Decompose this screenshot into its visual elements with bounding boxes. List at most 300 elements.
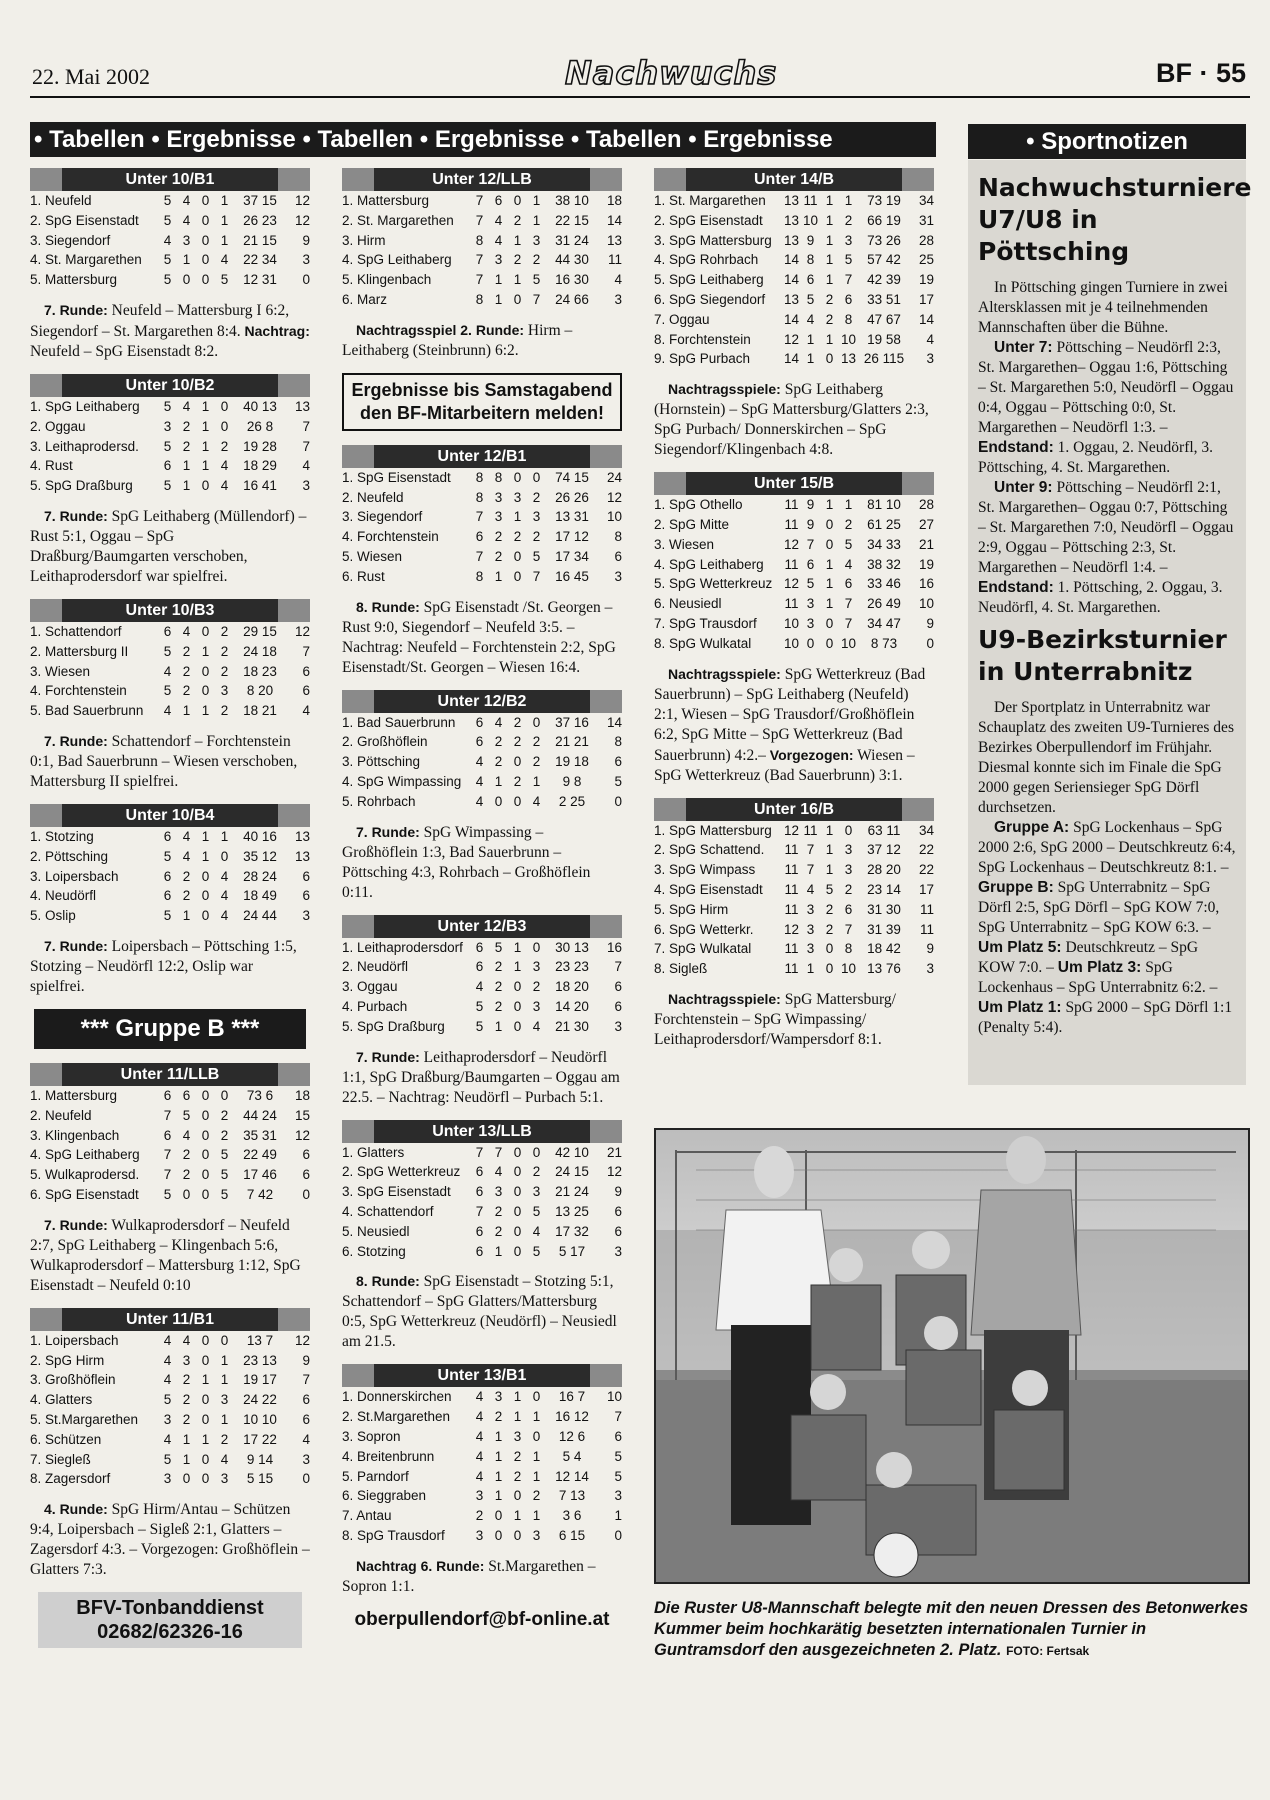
table-cell: 6 bbox=[163, 1127, 172, 1143]
table-cell: 7 bbox=[532, 291, 541, 307]
round-note: Nachtrag 6. Runde: St.Margarethen – Sopron 1:1. bbox=[342, 1557, 596, 1595]
table-cell: 12 14 bbox=[555, 1468, 589, 1484]
table-cell: 0 bbox=[926, 635, 934, 651]
table-cell: 2 bbox=[220, 1431, 229, 1447]
table-cell: 26 26 bbox=[555, 489, 589, 505]
table-cell: 7 bbox=[302, 643, 310, 659]
table-cell: 5 bbox=[614, 773, 622, 789]
table-cell: 5 bbox=[220, 1147, 229, 1163]
table-cell: 1 bbox=[494, 1428, 503, 1444]
table-cell: 11 bbox=[607, 252, 622, 268]
standings-table bbox=[30, 1308, 310, 1489]
table-row bbox=[30, 211, 310, 231]
table-cell: 1 bbox=[513, 1409, 522, 1425]
table-cell: 9 bbox=[926, 615, 934, 631]
table-cell: 2. Neufeld bbox=[342, 489, 404, 505]
table-cell: 7 bbox=[614, 959, 622, 975]
table-cell: 6 bbox=[475, 529, 484, 545]
table-cell: 7 bbox=[302, 438, 310, 454]
table-cell: 6. SpG Wetterkr. bbox=[654, 921, 754, 937]
table-cell: 33 51 bbox=[867, 291, 901, 307]
table-cell: 5 bbox=[163, 1392, 172, 1408]
table-cell: 6 bbox=[806, 556, 815, 572]
table-cell: 0 bbox=[201, 1471, 210, 1487]
table-cell: 3 6 bbox=[562, 1508, 582, 1524]
table-cell: 6 bbox=[475, 1223, 484, 1239]
table-cell: 1. Leithaprodersdorf bbox=[342, 939, 463, 955]
table-row bbox=[30, 1469, 310, 1489]
table-cell: 4 bbox=[163, 1431, 172, 1447]
table-cell: 18 21 bbox=[243, 703, 277, 719]
table-cell: 7 bbox=[475, 548, 484, 564]
table-cell: 1 bbox=[182, 458, 191, 474]
table-cell: 2 bbox=[532, 734, 541, 750]
table-cell: 2 bbox=[494, 1223, 503, 1239]
contact-email[interactable]: oberpullendorf@bf-online.at bbox=[354, 1608, 610, 1630]
table-cell: 0 bbox=[201, 1127, 210, 1143]
table-row bbox=[342, 752, 622, 772]
table-row bbox=[654, 594, 934, 614]
table-cell: 7 bbox=[844, 596, 853, 612]
bfv-phone: 02682/62326-16 bbox=[97, 1621, 243, 1644]
table-cell: 16 12 bbox=[555, 1409, 589, 1425]
table-cell: 6 bbox=[163, 868, 172, 884]
table-cell: 23 13 bbox=[243, 1352, 277, 1368]
table-cell: 7 bbox=[494, 1144, 503, 1160]
bfv-hotline-box bbox=[38, 1592, 302, 1648]
table-title: Unter 16/B bbox=[654, 798, 934, 821]
table-cell: 22 bbox=[918, 842, 934, 858]
table-cell: 6 bbox=[614, 754, 622, 770]
table-cell: 1 bbox=[220, 1411, 229, 1427]
table-cell: 8 bbox=[494, 469, 503, 485]
table-cell: 2 bbox=[513, 252, 522, 268]
table-cell: 1 bbox=[532, 1409, 541, 1425]
table-cell: 31 39 bbox=[867, 921, 901, 937]
table-cell: 28 20 bbox=[867, 862, 901, 878]
table-cell: 0 bbox=[825, 516, 834, 532]
table-cell: 6. Stotzing bbox=[342, 1243, 406, 1259]
table-cell: 6 bbox=[614, 998, 622, 1014]
table-cell: 2. SpG Eisenstadt bbox=[654, 212, 763, 228]
table-cell: 2 bbox=[220, 438, 229, 454]
table-cell: 4 bbox=[494, 714, 503, 730]
table-cell: 5 bbox=[475, 1018, 484, 1034]
standings-table bbox=[654, 168, 934, 369]
table-cell: 7 bbox=[475, 1203, 484, 1219]
table-cell: 1 bbox=[220, 828, 229, 844]
table-cell: 37 16 bbox=[555, 714, 589, 730]
table-cell: 2 bbox=[513, 1448, 522, 1464]
table-cell: 2 bbox=[844, 212, 853, 228]
table-cell: 14 bbox=[606, 212, 622, 228]
table-cell: 22 bbox=[918, 862, 934, 878]
table-cell: 6 15 bbox=[558, 1527, 586, 1543]
table-row bbox=[342, 211, 622, 231]
table-cell: 2 bbox=[513, 714, 522, 730]
table-row bbox=[342, 1162, 622, 1182]
table-row bbox=[30, 622, 310, 642]
table-cell: 26 8 bbox=[246, 418, 274, 434]
table-cell: 5. Neusiedl bbox=[342, 1223, 410, 1239]
table-cell: 6 bbox=[494, 193, 503, 208]
round-note: 8. Runde: SpG Eisenstadt /St. Georgen – Rust 9:0, Siegendorf – Neufeld 3:5. – Nachtrag: Neufeld – Forchtenstein 2:2, SpG Eisenstadt/St. Georgen – Wiesen 16:4. bbox=[342, 598, 616, 676]
table-row bbox=[30, 906, 310, 926]
page-number: BF · 55 bbox=[1155, 58, 1246, 88]
table-row bbox=[654, 330, 934, 350]
table-cell: 23 23 bbox=[555, 959, 589, 975]
table-cell: 6 bbox=[163, 458, 172, 474]
table-cell: 2 bbox=[182, 1372, 191, 1388]
table-cell: 5 bbox=[532, 1243, 541, 1259]
table-row bbox=[654, 840, 934, 860]
table-row bbox=[654, 860, 934, 880]
table-row bbox=[654, 959, 934, 979]
table-cell: 5. Wulkaprodersd. bbox=[30, 1167, 140, 1183]
table-cell: 63 11 bbox=[867, 822, 901, 838]
table-row bbox=[342, 1407, 622, 1427]
table-cell: 5. St.Margarethen bbox=[30, 1411, 139, 1427]
table-cell: 3. Klingenbach bbox=[30, 1127, 120, 1143]
table-cell: 1 bbox=[494, 291, 503, 307]
table-cell: 0 bbox=[201, 868, 210, 884]
table-row bbox=[30, 867, 310, 887]
table-cell: 27 bbox=[918, 516, 934, 532]
table-cell: 17 12 bbox=[555, 529, 589, 545]
table-cell: 1 bbox=[182, 1431, 191, 1447]
table-cell: 18 bbox=[606, 193, 622, 208]
table-row bbox=[342, 507, 622, 527]
table-cell: 3 bbox=[532, 232, 541, 248]
table-cell: 0 bbox=[825, 615, 834, 631]
table-cell: 4 bbox=[475, 793, 484, 809]
table-cell: 0 bbox=[532, 1144, 541, 1160]
table-cell: 10 bbox=[783, 635, 800, 651]
table-row bbox=[342, 1467, 622, 1487]
table-cell: 11 bbox=[784, 842, 799, 858]
table-cell: 40 16 bbox=[243, 828, 277, 844]
table-cell: 11 bbox=[784, 881, 799, 897]
table-cell: 0 bbox=[182, 272, 191, 288]
table-cell: 0 bbox=[513, 1018, 522, 1034]
table-cell: 1 bbox=[494, 272, 503, 288]
table-cell: 4 bbox=[163, 663, 172, 679]
table-cell: 3 bbox=[844, 862, 853, 878]
table-cell: 2 bbox=[182, 1392, 191, 1408]
table-cell: 13 bbox=[294, 828, 310, 844]
table-cell: 5 bbox=[806, 291, 815, 307]
table-cell: 0 bbox=[201, 888, 210, 904]
table-cell: 3 bbox=[806, 596, 815, 612]
table-cell: 5 bbox=[163, 478, 172, 494]
table-cell: 4 bbox=[532, 793, 541, 809]
section-title: Nachwuchs bbox=[565, 54, 778, 92]
table-cell: 1 bbox=[201, 438, 210, 454]
table-cell: 13 7 bbox=[246, 1332, 274, 1348]
table-cell: 2 bbox=[513, 1468, 522, 1484]
table-cell: 5. Bad Sauerbrunn bbox=[30, 703, 144, 719]
table-row bbox=[342, 270, 622, 290]
table-cell: 7 bbox=[806, 536, 815, 552]
table-cell: 2 bbox=[825, 291, 834, 307]
table-cell: 3. Wiesen bbox=[654, 536, 715, 552]
table-cell: 0 bbox=[513, 193, 522, 208]
table-cell: 4 bbox=[163, 232, 172, 248]
table-cell: 5. Parndorf bbox=[342, 1468, 409, 1484]
table-cell: 38 10 bbox=[555, 193, 589, 208]
table-cell: 4. SpG Leithaberg bbox=[342, 252, 452, 268]
table-cell: 0 bbox=[513, 291, 522, 307]
table-cell: 28 24 bbox=[243, 868, 277, 884]
table-cell: 6 bbox=[614, 1428, 622, 1444]
standings-table bbox=[30, 168, 310, 290]
table-row bbox=[30, 397, 310, 417]
table-cell: 8 bbox=[844, 941, 853, 957]
table-cell: 21 15 bbox=[243, 232, 277, 248]
table-cell: 4. Purbach bbox=[342, 998, 408, 1014]
table-cell: 1 bbox=[182, 252, 191, 268]
table-cell: 3. Hirm bbox=[342, 232, 386, 248]
table-cell: 1 bbox=[220, 1372, 229, 1388]
table-cell: 4 bbox=[302, 703, 310, 719]
table-cell: 4. Schattendorf bbox=[342, 1203, 434, 1219]
table-cell: 12 31 bbox=[243, 272, 277, 288]
table-cell: 1 bbox=[825, 556, 834, 572]
table-cell: 2 bbox=[494, 754, 503, 770]
table-cell: 3. Pöttsching bbox=[342, 754, 421, 770]
table-cell: 4 bbox=[475, 1468, 484, 1484]
table-cell: 1 bbox=[513, 959, 522, 975]
standings-table bbox=[30, 804, 310, 926]
table-cell: 73 26 bbox=[867, 232, 901, 248]
table-cell: 2. Pöttsching bbox=[30, 848, 109, 864]
table-cell: 11 bbox=[919, 921, 934, 937]
table-row bbox=[342, 1143, 622, 1163]
table-cell: 6 bbox=[806, 272, 815, 288]
table-cell: 6 bbox=[614, 548, 622, 564]
standings-table bbox=[342, 1120, 622, 1262]
table-cell: 66 19 bbox=[867, 212, 901, 228]
table-cell: 2. Neudörfl bbox=[342, 959, 409, 975]
table-cell: 6 bbox=[614, 979, 622, 995]
table-cell: 5 bbox=[475, 998, 484, 1014]
table-cell: 3 bbox=[494, 489, 503, 505]
photo-credit: FOTO: Fertsak bbox=[1006, 1644, 1090, 1658]
table-cell: 8 73 bbox=[870, 635, 898, 651]
table-cell: 14 bbox=[606, 714, 622, 730]
table-cell: 4. Forchtenstein bbox=[30, 683, 127, 699]
table-cell: 10 bbox=[840, 635, 857, 651]
table-cell: 0 bbox=[182, 1471, 191, 1487]
table-row bbox=[30, 1390, 310, 1410]
table-cell: 7 bbox=[475, 252, 484, 268]
table-cell: 18 42 bbox=[867, 941, 901, 957]
table-cell: 0 bbox=[201, 623, 210, 639]
table-cell: 1 bbox=[513, 272, 522, 288]
table-title: Unter 12/B1 bbox=[342, 445, 622, 468]
table-cell: 4 bbox=[302, 1431, 310, 1447]
table-cell: 61 25 bbox=[867, 516, 901, 532]
table-cell: 2 bbox=[220, 643, 229, 659]
table-cell: 2. SpG Wetterkreuz bbox=[342, 1164, 461, 1180]
table-cell: 2 bbox=[220, 703, 229, 719]
table-cell: 18 49 bbox=[243, 888, 277, 904]
table-cell: 8 bbox=[475, 232, 484, 248]
table-cell: 1. Mattersburg bbox=[342, 193, 430, 208]
table-cell: 0 bbox=[513, 1488, 522, 1504]
table-cell: 5. SpG Draßburg bbox=[30, 478, 133, 494]
table-row bbox=[30, 1370, 310, 1390]
table-cell: 5 bbox=[220, 1186, 229, 1202]
table-cell: 19 bbox=[918, 556, 934, 572]
table-cell: 0 bbox=[302, 1471, 310, 1487]
table-row bbox=[342, 1202, 622, 1222]
table-cell: 26 23 bbox=[243, 212, 277, 228]
round-note: 7. Runde: Neufeld – Mattersburg I 6:2, Siegendorf – St. Margarethen 8:4. Nachtrag: Neufeld – SpG Eisenstadt 8:2. bbox=[30, 301, 310, 360]
table-cell: 2. SpG Eisenstadt bbox=[30, 212, 139, 228]
standings-table bbox=[30, 599, 310, 721]
table-cell: 3. SpG Wimpass bbox=[654, 862, 756, 878]
table-cell: 0 bbox=[532, 1389, 541, 1405]
table-cell: 5 15 bbox=[246, 1471, 274, 1487]
table-cell: 2 bbox=[220, 1107, 229, 1123]
table-cell: 4 bbox=[475, 773, 484, 789]
table-cell: 4. St. Margarethen bbox=[30, 252, 142, 268]
table-cell: 3 bbox=[614, 568, 622, 584]
table-cell: 8 20 bbox=[246, 683, 274, 699]
table-cell: 7 bbox=[302, 418, 310, 434]
table-cell: 9 bbox=[614, 1184, 622, 1200]
column-3 bbox=[654, 168, 934, 1062]
table-cell: 1 bbox=[494, 1243, 503, 1259]
table-cell: 1. Bad Sauerbrunn bbox=[342, 714, 456, 730]
table-cell: 2. St. Margarethen bbox=[342, 212, 454, 228]
table-cell: 6 bbox=[163, 888, 172, 904]
table-cell: 5. SpG Hirm bbox=[654, 901, 729, 917]
article-headline-u7u8: Nachwuchsturniere U7/U8 in Pöttsching bbox=[978, 173, 1252, 266]
table-cell: 3 bbox=[163, 1471, 172, 1487]
table-cell: 1 bbox=[494, 1488, 503, 1504]
table-row bbox=[654, 290, 934, 310]
table-cell: 2 bbox=[532, 754, 541, 770]
table-cell: 8 bbox=[614, 734, 622, 750]
table-cell: 2 bbox=[182, 888, 191, 904]
table-cell: 5 bbox=[532, 548, 541, 564]
table-cell: 19 17 bbox=[243, 1372, 277, 1388]
table-cell: 1 bbox=[844, 193, 853, 208]
table-cell: 2 bbox=[182, 1411, 191, 1427]
table-cell: 6 bbox=[614, 1203, 622, 1219]
table-row bbox=[342, 1017, 622, 1037]
table-cell: 2. Neufeld bbox=[30, 1107, 92, 1123]
table-cell: 1 bbox=[825, 212, 834, 228]
table-cell: 2 bbox=[475, 1508, 484, 1524]
table-cell: 8. Forchtenstein bbox=[654, 331, 751, 347]
table-cell: 4 bbox=[163, 1352, 172, 1368]
table-cell: 1 bbox=[532, 1448, 541, 1464]
table-cell: 1. SpG Eisenstadt bbox=[342, 469, 451, 485]
table-row bbox=[654, 191, 934, 211]
table-row bbox=[654, 349, 934, 369]
article-paragraph: Unter 9: Pöttsching – Neudörfl 2:1, St. Margarethen– Oggau 0:7, Pöttsching – St. Margarethen 7:0, Neudörfl – Oggau 2:9, Oggau – Pöttsching 2:3, St. Margarethen – Neudörfl 1:4. – Endstand: 1. Pöttsching, 2. Oggau, 3. Neudörfl, 4. St. Margarethen. bbox=[978, 479, 1234, 616]
table-cell: 1 bbox=[201, 418, 210, 434]
table-cell: 0 bbox=[201, 1147, 210, 1163]
table-cell: 1 bbox=[494, 568, 503, 584]
table-cell: 6 bbox=[475, 939, 484, 955]
table-cell: 13 bbox=[294, 848, 310, 864]
table-row bbox=[342, 567, 622, 587]
table-cell: 7 bbox=[302, 1372, 310, 1388]
table-cell: 7 bbox=[475, 1144, 484, 1160]
table-row bbox=[654, 270, 934, 290]
table-cell: 0 bbox=[532, 1428, 541, 1444]
table-cell: 1 bbox=[220, 1352, 229, 1368]
table-cell: 4. SpG Leithaberg bbox=[654, 556, 764, 572]
table-cell: 57 42 bbox=[867, 252, 901, 268]
table-cell: 3. Siegendorf bbox=[342, 509, 423, 525]
table-cell: 15 bbox=[294, 1107, 310, 1123]
table-cell: 4. Glatters bbox=[30, 1392, 93, 1408]
table-row bbox=[342, 1242, 622, 1262]
table-cell: 2 25 bbox=[558, 793, 586, 809]
table-cell: 2 bbox=[532, 252, 541, 268]
table-row bbox=[342, 488, 622, 508]
table-cell: 1. Loipersbach bbox=[30, 1332, 119, 1348]
table-row bbox=[30, 1165, 310, 1185]
table-cell: 1 bbox=[825, 497, 834, 513]
table-cell: 4 bbox=[302, 458, 310, 474]
table-cell: 12 bbox=[606, 1164, 622, 1180]
page-header bbox=[30, 52, 1250, 98]
table-cell: 44 30 bbox=[555, 252, 589, 268]
table-cell: 2 bbox=[532, 489, 541, 505]
table-cell: 1 bbox=[825, 862, 834, 878]
table-row bbox=[342, 1182, 622, 1202]
table-cell: 2 bbox=[494, 734, 503, 750]
table-row bbox=[654, 250, 934, 270]
table-cell: 12 bbox=[783, 921, 800, 937]
results-banner: • Tabellen • Ergebnisse • Tabellen • Ergebnisse • Tabellen • Ergebnisse bbox=[30, 122, 936, 157]
standings-table bbox=[30, 1063, 310, 1205]
table-cell: 21 bbox=[606, 1144, 622, 1160]
table-cell: 40 13 bbox=[243, 398, 277, 414]
table-cell: 12 bbox=[294, 623, 310, 639]
table-cell: 5. Wiesen bbox=[342, 548, 403, 564]
table-row bbox=[30, 1331, 310, 1351]
table-cell: 6 bbox=[182, 1087, 191, 1103]
table-cell: 8 bbox=[844, 311, 853, 327]
round-note: 4. Runde: SpG Hirm/Antau – Schützen 9:4, Loipersbach – Sigleß 2:1, Glatters – Zagersdorf 4:3. – Vorgezogen: Großhöflein – Glatters 7:3. bbox=[30, 1501, 310, 1579]
table-cell: 9 bbox=[302, 232, 310, 248]
table-cell: 34 47 bbox=[867, 615, 901, 631]
table-cell: 2. SpG Schattend. bbox=[654, 842, 765, 858]
table-cell: 5. SpG Wetterkreuz bbox=[654, 576, 773, 592]
table-cell: 0 bbox=[825, 961, 834, 977]
table-cell: 6 bbox=[163, 623, 172, 639]
table-cell: 7 bbox=[475, 272, 484, 288]
table-cell: 0 bbox=[220, 418, 229, 434]
round-note: 7. Runde: SpG Wimpassing – Großhöflein 1:3, Bad Sauerbrunn – Pöttsching 4:3, Rohrbach – Großhöflein 0:11. bbox=[342, 823, 591, 901]
table-cell: 5 bbox=[163, 908, 172, 924]
table-cell: 1 bbox=[513, 939, 522, 955]
table-cell: 0 bbox=[201, 1186, 210, 1202]
standings-table bbox=[342, 168, 622, 310]
table-cell: 2 bbox=[532, 979, 541, 995]
column-2 bbox=[342, 168, 622, 1631]
table-cell: 0 bbox=[220, 1087, 229, 1103]
table-cell: 6 bbox=[475, 1243, 484, 1259]
table-cell: 0 bbox=[220, 1332, 229, 1348]
